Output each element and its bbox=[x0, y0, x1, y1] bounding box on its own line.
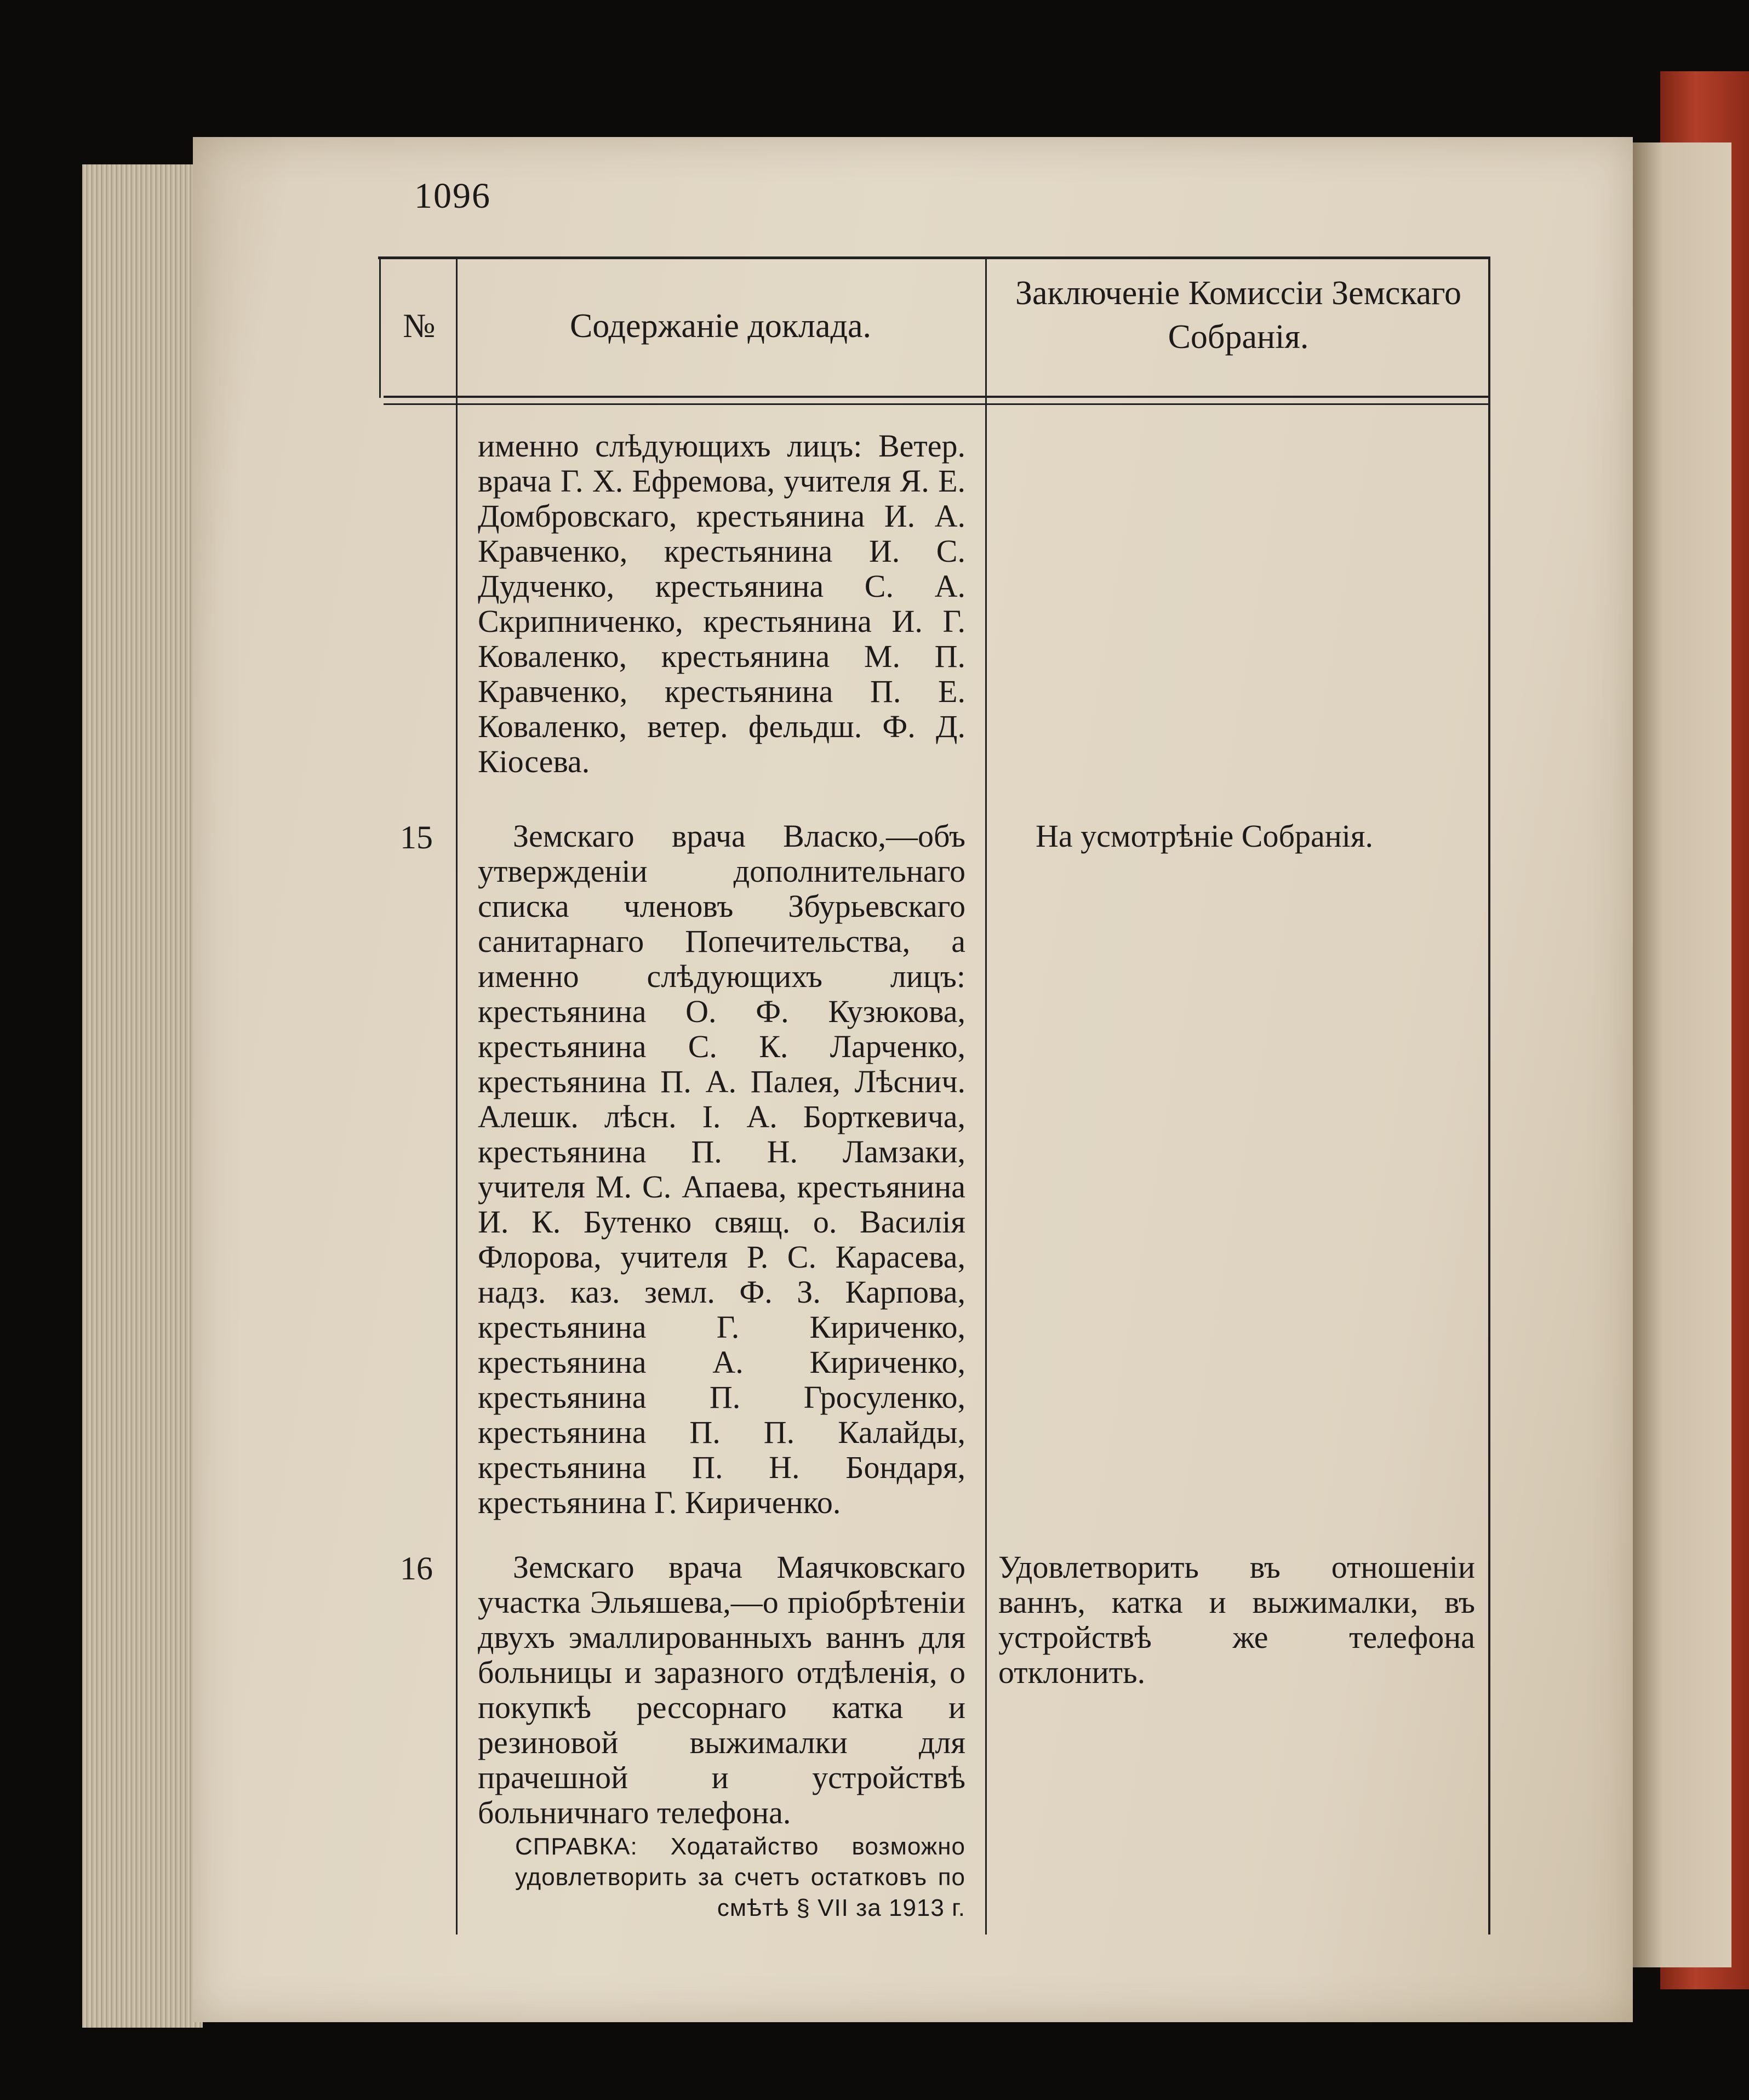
table-right-rule bbox=[1488, 258, 1490, 1934]
header-content: Содержаніе доклада. bbox=[569, 307, 872, 345]
header-bottom-rule bbox=[384, 396, 1490, 398]
table-left-rule bbox=[379, 258, 381, 398]
table-top-rule bbox=[378, 256, 1490, 259]
row-15-conclusion: На усмотрѣніе Собранія. bbox=[1036, 818, 1374, 854]
page-stack-edges bbox=[82, 164, 203, 2028]
row-15-number: 15 bbox=[400, 819, 433, 855]
row-16-conclusion: Удовлетворить въ отношеніи ваннъ, катка и выжималки, въ устройствѣ же телефона отклонить. bbox=[998, 1549, 1475, 1690]
column-divider-1 bbox=[456, 258, 458, 1934]
row-16-number: 16 bbox=[400, 1550, 433, 1587]
header-number: № bbox=[403, 307, 436, 345]
header-bottom-rule-2 bbox=[384, 403, 1490, 405]
column-divider-2 bbox=[985, 258, 987, 1934]
header-conclusion: Заключеніе Комиссіи Земскаго Собранія. bbox=[1015, 275, 1462, 356]
page-number: 1096 bbox=[414, 176, 491, 216]
row-16-note: СПРАВКА: Ходатайство возможно удовлетворить за счетъ остатковъ по смѣтѣ § VII за 1913 г. bbox=[515, 1833, 965, 1921]
row-continuation-content: именно слѣдующихъ лицъ: Ветер. врача Г. Х. Ефремова, учителя Я. Е. Домбровскаго, крестьянина И. А. Кравченко, крестьянина И. С. Дудченко, крестьянина С. А. Скрипниченко, крестьянина И. Г. Коваленко, крестьянина М. П. Кравченко, крестьянина П. Е. Коваленко, ветер. фельдш. Ф. Д. Кіосева. bbox=[478, 428, 965, 779]
row-16-content: Земскаго врача Маячковскаго участка Эльяшева,—о пріобрѣтеніи двухъ эмаллированныхъ ваннъ для больницы и заразного отдѣленія, о покупкѣ рессорнаго катка и резиновой выжималки для прачешной и устройствѣ больничнаго телефона. bbox=[478, 1549, 965, 1830]
row-15-content: Земскаго врача Власко,—объ утвержденіи дополнительнаго списка членовъ Збурьевскаго санитарнаго Попечительства, а именно слѣдующихъ лицъ: крестьянина О. Ф. Кузюкова, крестьянина С. К. Ларченко, крестьянина П. А. Палея, Лѣснич. Алешк. лѣсн. І. А. Борткевича, крестьянина П. Н. Ламзаки, учителя М. С. Апаева, крестьянина И. К. Бутенко свящ. о. Василія Флорова, учителя Р. С. Карасева, надз. каз. земл. Ф. З. Карпова, крестьянина Г. Кириченко, крестьянина А. Кириченко, крестьянина П. Гросуленко, крестьянина П. П. Калайды, крестьянина П. Н. Бондаря, крестьянина Г. Кириченко. bbox=[478, 818, 965, 1520]
facing-page-edge bbox=[1633, 142, 1731, 1967]
